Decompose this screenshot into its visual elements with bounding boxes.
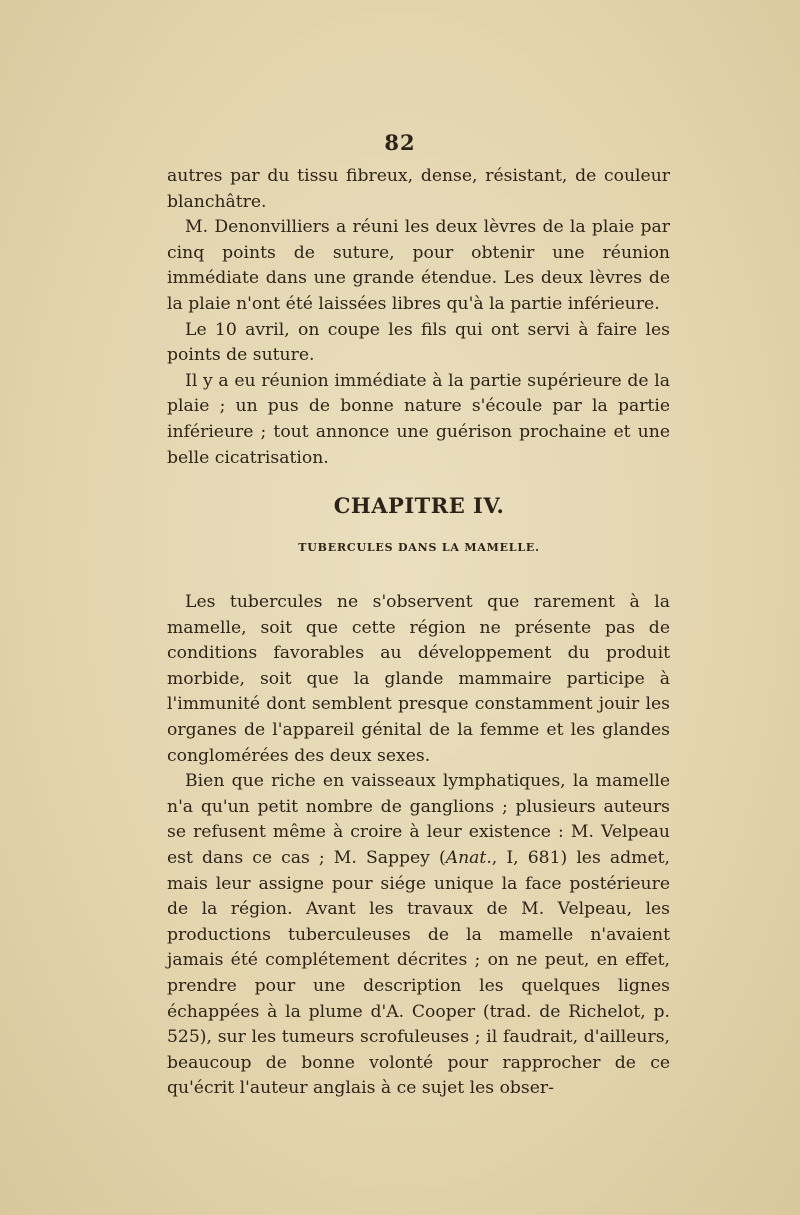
paragraph: autres par du tissu fibreux, dense, résistant, de couleur blanchâtre. (167, 166, 670, 212)
section-title: TUBERCULES DANS LA MAMELLE. (298, 541, 540, 554)
paragraph: Les tubercules ne s'observent que rarement à la mamelle, soit que cette région ne présente pas de conditions favorables au développement du produit morbide, soit que la glande mammaire participe à l'immunité dont semblent presque constamment jouir les organes de l'appareil génital de la femme et les glandes conglomérées des deux sexes. (167, 592, 670, 766)
paragraph-text: , I, 681) les admet, mais leur assigne pour siége unique la face postérieure de la région. Avant les travaux de M. Velpeau, les productions tuberculeuses de la mamelle n'avaient jamais été complétement décrites ; on ne peut, en effet, prendre pour une description les quelques lignes échappées à la plume d'A. Cooper (trad. de Richelot, p. 525), sur les tumeurs scrofuleuses ; il faudrait, d'ailleurs, beaucoup de bonne volonté pour rapprocher de ce qu'écrit l'auteur anglais à ce sujet les obser- (167, 847, 670, 1099)
chapter-title: CHAPITRE IV. (333, 493, 505, 518)
paragraph: Il y a eu réunion immédiate à la partie supérieure de la plaie ; un pus de bonne nature s'écoule par la partie inférieure ; tout annonce une guérison prochaine et une belle cicatrisation. (167, 370, 670, 468)
page-number: 82 (384, 130, 416, 155)
paragraph: Le 10 avril, on coupe les fils qui ont servi à faire les points de suture. (167, 319, 670, 366)
paragraph-italic-citation: Anat. (445, 847, 492, 868)
top-text-block (167, 164, 670, 471)
paragraph: M. Denonvilliers a réuni les deux lèvres de la plaie par cinq points de suture, pour obtenir une réunion immédiate dans une grande étendue. Les deux lèvres de la plaie n'ont été laissées libres qu'à la partie inférieure. (167, 217, 670, 314)
bottom-text-block (167, 590, 670, 1102)
paragraph (167, 769, 670, 1102)
paragraph-text: Bien que riche en vaisseaux lymphatiques, la mamelle n'a qu'un petit nombre de ganglions ; plusieurs auteurs se refusent même à croire à leur existence : M. Velpeau est dans ce cas ; M. Sappey ( (167, 771, 670, 868)
